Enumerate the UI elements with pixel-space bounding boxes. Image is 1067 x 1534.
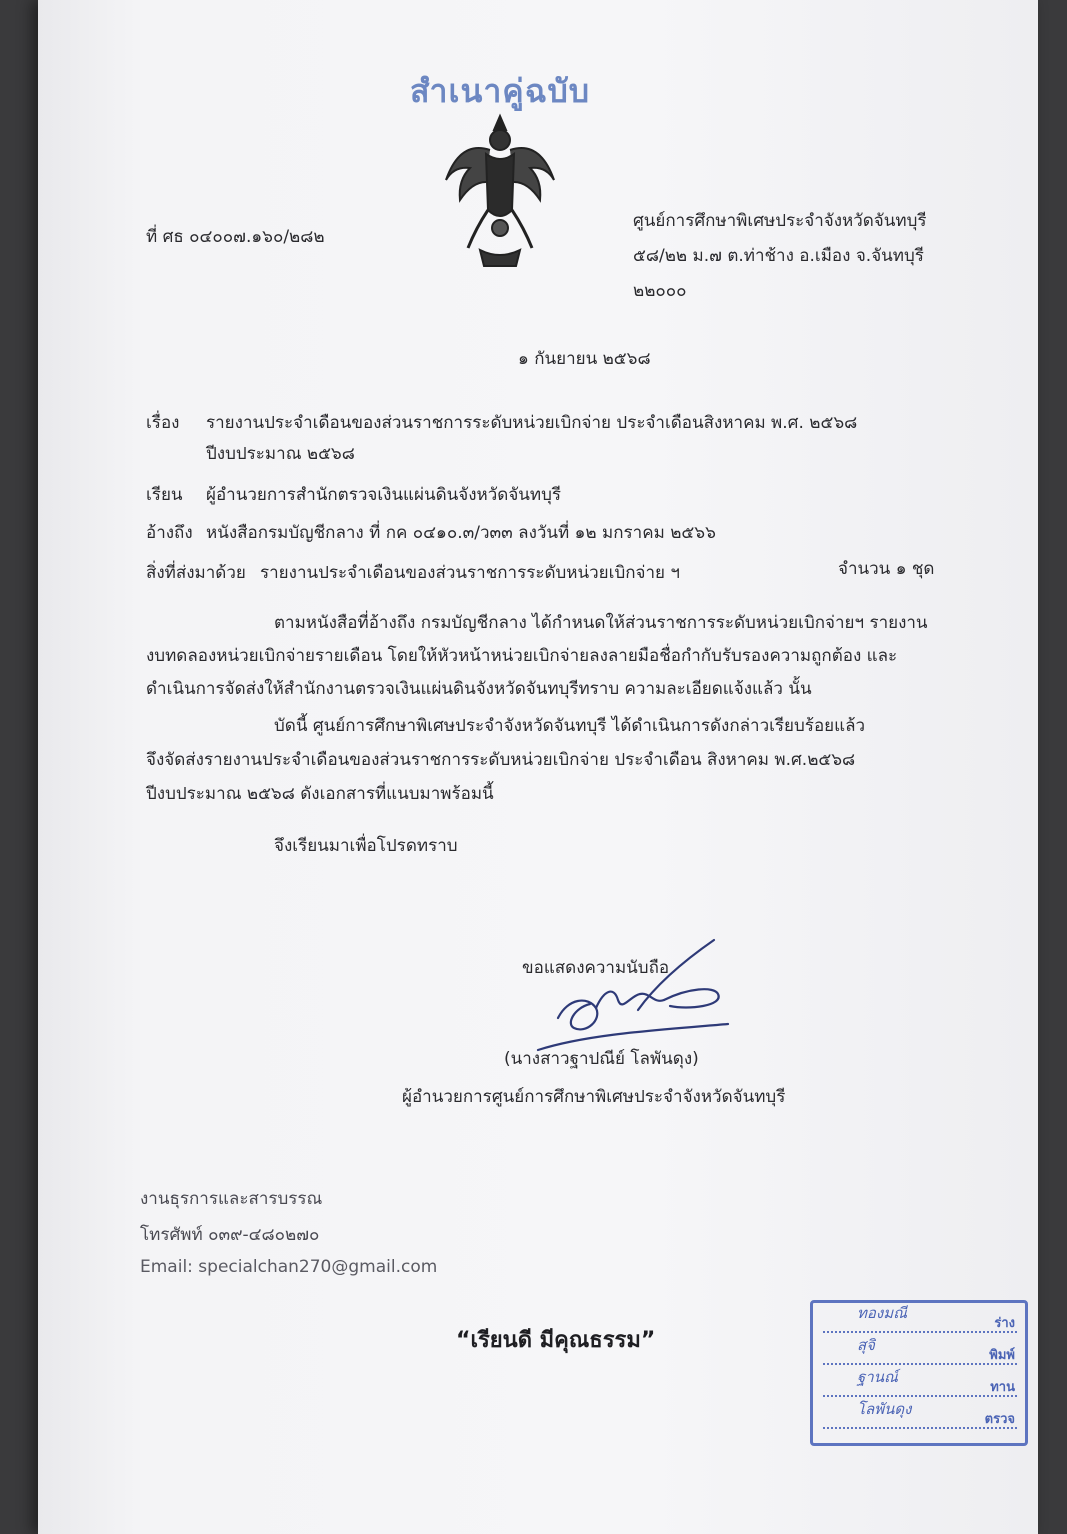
stamp-row-draft <box>823 1304 1017 1333</box>
reference-document: หนังสือกรมบัญชีกลาง ที่ กค ๐๔๑๐.๓/ว๓๓ ลงวันที่ ๑๒ มกราคม ๒๕๖๖ <box>206 523 716 543</box>
stamp-handwriting: สุจิ <box>857 1336 875 1354</box>
stamp-label: พิมพ์ <box>989 1348 1015 1363</box>
handwritten-signature-icon <box>518 938 738 1058</box>
body-paragraph-2-line-1: บัดนี้ ศูนย์การศึกษาพิเศษประจำจังหวัดจันทบุรี ได้ดำเนินการดังกล่าวเรียบร้อยแล้ว <box>274 716 866 736</box>
stamp-handwriting: ฐานณ์ <box>857 1368 898 1386</box>
organization-address: ๕๘/๒๒ ม.๗ ต.ท่าช้าง อ.เมือง จ.จันทบุรี <box>633 246 924 266</box>
garuda-emblem-icon <box>440 110 560 270</box>
stamp-row-typed <box>823 1336 1017 1365</box>
subject-line-2: ปีงบประมาณ ๒๕๖๘ <box>206 444 355 464</box>
postal-code: ๒๒๐๐๐ <box>633 281 687 301</box>
organization-name: ศูนย์การศึกษาพิเศษประจำจังหวัดจันทบุรี <box>633 211 927 231</box>
closing-line: จึงเรียนมาเพื่อโปรดทราบ <box>274 836 458 856</box>
stamp-label: ตรวจ <box>984 1412 1015 1427</box>
reference-number: ที่ ศธ ๐๔๐๐๗.๑๖๐/๒๘๒ <box>146 227 325 247</box>
stamp-label: ร่าง <box>994 1316 1015 1331</box>
copy-stamp: สำเนาคู่ฉบับ <box>410 72 591 110</box>
reference-label: อ้างถึง <box>146 523 193 543</box>
addressee-label: เรียน <box>146 485 183 505</box>
email-address: Email: specialchan270@gmail.com <box>140 1257 438 1277</box>
stamp-handwriting: ทองมณี <box>857 1304 908 1322</box>
stamp-handwriting: โลพันดุง <box>857 1400 912 1418</box>
subject-label: เรื่อง <box>146 413 180 433</box>
department: งานธุรการและสารบรรณ <box>140 1189 323 1209</box>
enclosure-item: รายงานประจำเดือนของส่วนราชการระดับหน่วยเบิกจ่าย ฯ <box>260 563 680 583</box>
stamp-label: ทาน <box>990 1380 1015 1395</box>
receive-stamp <box>810 1300 1028 1446</box>
enclosure-quantity: จำนวน ๑ ชุด <box>838 559 935 579</box>
phone-number: โทรศัพท์ ๐๓๙-๔๘๐๒๗๐ <box>140 1225 320 1245</box>
body-paragraph-2-line-3: ปีงบประมาณ ๒๕๖๘ ดังเอกสารที่แนบมาพร้อมนี้ <box>146 784 494 804</box>
body-paragraph-1-line-3: ดำเนินการจัดส่งให้สำนักงานตรวจเงินแผ่นดินจังหวัดจันทบุรีทราบ ความละเอียดแจ้งแล้ว นั้น <box>146 679 812 699</box>
signatory-name: (นางสาวฐาปณีย์ โลพันดุง) <box>504 1049 699 1069</box>
enclosure-label: สิ่งที่ส่งมาด้วย <box>146 563 246 583</box>
subject-line-1: รายงานประจำเดือนของส่วนราชการระดับหน่วยเบิกจ่าย ประจำเดือนสิงหาคม พ.ศ. ๒๕๖๘ <box>206 413 858 433</box>
addressee: ผู้อำนวยการสำนักตรวจเงินแผ่นดินจังหวัดจันทบุรี <box>206 485 562 505</box>
body-paragraph-2-line-2: จึงจัดส่งรายงานประจำเดือนของส่วนราชการระดับหน่วยเบิกจ่าย ประจำเดือน สิงหาคม พ.ศ.๒๕๖๘ <box>146 750 856 770</box>
regards: ขอแสดงความนับถือ <box>522 958 670 978</box>
body-paragraph-1-line-1: ตามหนังสือที่อ้างถึง กรมบัญชีกลาง ได้กำหนดให้ส่วนราชการระดับหน่วยเบิกจ่ายฯ รายงาน <box>274 613 928 633</box>
stamp-row-reviewed <box>823 1368 1017 1397</box>
signatory-position: ผู้อำนวยการศูนย์การศึกษาพิเศษประจำจังหวัดจันทบุรี <box>402 1087 786 1107</box>
body-paragraph-1-line-2: งบทดลองหน่วยเบิกจ่ายรายเดือน โดยให้หัวหน้าหน่วยเบิกจ่ายลงลายมือชื่อกำกับรับรองความถูกต้อง และ <box>146 646 898 666</box>
school-motto: “เรียนดี มีคุณธรรม” <box>456 1328 656 1353</box>
letter-date: ๑ กันยายน ๒๕๖๘ <box>518 349 651 369</box>
document-page <box>38 0 1038 1534</box>
stamp-row-checked <box>823 1400 1017 1429</box>
